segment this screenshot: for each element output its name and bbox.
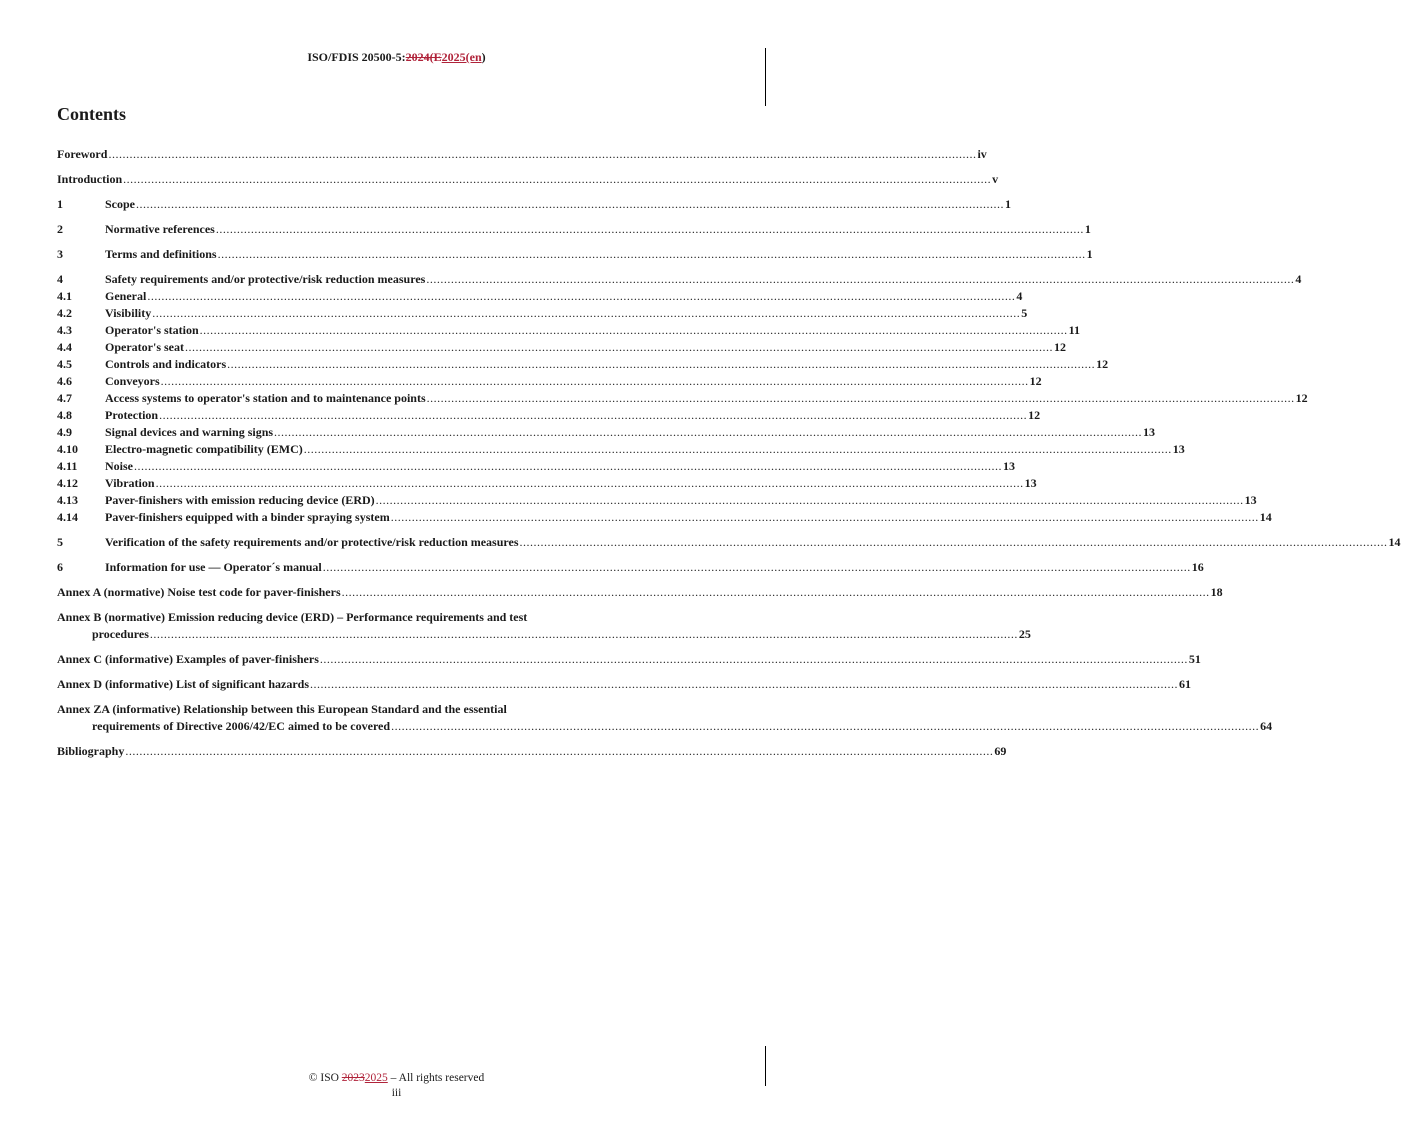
toc-entry-page: 14 [1259,510,1272,524]
toc-entry-page: 69 [994,744,1007,758]
toc-leader-dots [136,196,1004,213]
toc-entry[interactable] [57,271,1302,288]
toc-leader-dots [342,584,1210,601]
toc-entry-label: Verification of the safety requirements and/or protective/risk reduction measures [105,535,519,549]
toc-entry[interactable] [57,305,1028,322]
copyright-line [0,1071,793,1086]
toc-entry-page: 12 [1028,408,1041,422]
toc-entry[interactable] [57,441,1185,458]
toc-entry-page: 12 [1053,340,1066,354]
toc-entry[interactable] [57,584,1223,601]
toc-entry-page: v [992,172,999,186]
toc-entry-label: Operator's seat [105,340,184,354]
toc-entry-page: 51 [1188,652,1201,666]
toc-entry-label: Annex B (normative) Emission reducing device (ERD) – Performance requirements and test [57,610,528,624]
toc-entry[interactable] [57,492,1257,509]
table-of-contents [57,146,1401,760]
toc-entry-page: 5 [1021,306,1028,320]
toc-leader-dots [391,509,1259,526]
page-title: Contents [57,104,127,124]
toc-entry-number: 5 [57,535,63,549]
toc-entry[interactable] [57,701,1273,735]
toc-entry[interactable] [57,322,1080,339]
toc-entry-label: Foreword [57,147,108,161]
footer-inserted-year: 2025 [364,1072,388,1084]
toc-entry-page: 12 [1295,391,1308,405]
toc-entry[interactable] [57,288,1023,305]
toc-leader-dots [520,534,1388,551]
toc-entry-page: 1 [1084,222,1091,236]
toc-entry-label: Electro-magnetic compatibility (EMC) [105,442,303,456]
footer-deleted-year: 2023 [341,1072,365,1084]
toc-entry-label: Controls and indicators [105,357,227,371]
toc-entry-page: 4 [1016,289,1023,303]
toc-entry-number: 6 [57,560,63,574]
toc-entry-label: Safety requirements and/or protective/risk reduction measures [105,272,426,286]
toc-entry[interactable] [57,475,1037,492]
header-suffix: ) [481,50,486,64]
toc-entry[interactable] [57,534,1401,551]
toc-leader-dots [323,559,1191,576]
toc-leader-dots [304,441,1172,458]
toc-entry-number: 4.5 [57,357,72,371]
toc-entry-page: 64 [1260,719,1273,733]
toc-entry-page: 61 [1179,677,1191,691]
toc-entry[interactable] [57,146,987,163]
toc-entry-label: Annex C (informative) Examples of paver-finishers [57,652,319,666]
toc-entry-label: Conveyors [105,374,160,388]
toc-entry-number: 4.13 [57,493,78,507]
toc-entry-number: 4.11 [57,459,78,473]
toc-entry[interactable] [57,743,1007,760]
toc-entry[interactable] [57,221,1091,238]
toc-entry-label: Terms and definitions [105,247,217,261]
toc-entry-number: 4 [57,272,63,286]
toc-entry[interactable] [57,196,1011,213]
toc-leader-dots [218,246,1086,263]
toc-entry-label: Annex ZA (informative) Relationship between this European Standard and the essential [57,702,507,716]
document-footer [0,1071,793,1101]
header-prefix: ISO/FDIS 20500-5: [307,50,406,64]
toc-entry[interactable] [57,390,1308,407]
toc-entry-page: 25 [1018,627,1031,641]
toc-entry-label: Visibility [105,306,152,320]
toc-entry-label: Noise [105,459,133,473]
toc-entry-label: Information for use — Operator´s manual [105,560,322,574]
header-deleted-text: 2024(E [405,50,442,64]
document-header [0,50,793,65]
toc-leader-dots [134,458,1002,475]
toc-leader-dots [152,305,1020,322]
toc-entry[interactable] [57,676,1191,693]
toc-entry-label: Signal devices and warning signs [105,425,274,439]
toc-entry-label: Access systems to operator's station and to maintenance points [105,391,426,405]
footer-suffix: – All rights reserved [387,1072,485,1084]
toc-entry-label: Annex A (normative) Noise test code for paver-finishers [57,585,341,599]
toc-entry-page: 13 [1003,459,1015,473]
toc-leader-dots [123,171,991,188]
change-bar-top [765,48,766,106]
toc-entry-number: 4.3 [57,323,72,337]
toc-leader-dots [125,743,993,760]
toc-entry-page: iv [977,147,987,161]
toc-entry[interactable] [57,651,1201,668]
toc-entry-label: General [105,289,147,303]
toc-leader-dots [376,492,1244,509]
toc-entry-label: Introduction [57,172,123,186]
toc-entry-number: 1 [57,197,63,211]
toc-entry[interactable] [57,609,1031,643]
header-inserted-text: 2025(en [441,50,482,64]
toc-entry-label: Annex D (informative) List of significant hazards [57,677,309,691]
toc-entry-page: 4 [1295,272,1302,286]
toc-entry[interactable] [57,407,1041,424]
toc-entry[interactable] [57,424,1156,441]
toc-entry-number: 4.6 [57,374,72,388]
toc-entry-number: 4.7 [57,391,72,405]
toc-leader-dots [274,424,1142,441]
toc-entry-page: 18 [1210,585,1223,599]
toc-entry-number: 4.4 [57,340,72,354]
toc-leader-dots [200,322,1068,339]
toc-entry-label: Vibration [105,476,155,490]
toc-entry-label: Paver-finishers with emission reducing device (ERD) [105,493,375,507]
page-number: iii [391,1087,402,1099]
toc-leader-dots [227,356,1095,373]
toc-entry-label: Protection [105,408,159,422]
toc-entry-number: 4.9 [57,425,72,439]
toc-leader-dots [426,271,1294,288]
toc-entry-number: 4.12 [57,476,78,490]
toc-entry-label-continued: procedures [92,627,149,641]
toc-entry-label: Operator's station [105,323,199,337]
toc-leader-dots [320,651,1188,668]
toc-entry-page: 12 [1096,357,1109,371]
toc-entry-page: 11 [1068,323,1080,337]
toc-leader-dots [391,718,1259,735]
toc-leader-dots [150,626,1018,643]
toc-entry-page: 13 [1172,442,1185,456]
toc-leader-dots [108,146,976,163]
toc-leader-dots [185,339,1053,356]
toc-entry-label: Normative references [105,222,215,236]
toc-leader-dots [156,475,1024,492]
toc-entry-label: Bibliography [57,744,125,758]
toc-entry[interactable] [57,373,1042,390]
toc-entry-page: 14 [1388,535,1401,549]
toc-entry-page: 1 [1005,197,1011,211]
toc-leader-dots [216,221,1084,238]
toc-entry-number: 3 [57,247,63,261]
toc-leader-dots [161,373,1029,390]
toc-entry[interactable] [57,458,1015,475]
toc-entry-page: 1 [1086,247,1093,261]
toc-entry-page: 13 [1244,493,1257,507]
toc-entry-number: 4.2 [57,306,72,320]
footer-prefix: © ISO [308,1072,342,1084]
toc-entry[interactable] [57,356,1109,373]
toc-entry-number: 4.10 [57,442,78,456]
toc-entry-page: 12 [1029,374,1042,388]
toc-entry[interactable] [57,559,1204,576]
toc-leader-dots [147,288,1015,305]
toc-entry[interactable] [57,171,999,188]
toc-leader-dots [310,676,1178,693]
toc-entry-number: 4.14 [57,510,78,524]
toc-entry[interactable] [57,246,1093,263]
toc-entry-page: 16 [1191,560,1204,574]
toc-entry[interactable] [57,509,1272,526]
toc-leader-dots [427,390,1295,407]
toc-entry-number: 2 [57,222,63,236]
toc-entry-number: 4.8 [57,408,72,422]
toc-entry-label-continued: requirements of Directive 2006/42/EC aimed to be covered [92,719,391,733]
toc-entry-page: 13 [1143,425,1156,439]
toc-entry[interactable] [57,339,1066,356]
toc-entry-page: 13 [1024,476,1037,490]
toc-entry-label: Scope [105,197,135,211]
toc-entry-number: 4.1 [57,289,72,303]
toc-entry-label: Paver-finishers equipped with a binder spraying system [105,510,390,524]
toc-leader-dots [159,407,1027,424]
